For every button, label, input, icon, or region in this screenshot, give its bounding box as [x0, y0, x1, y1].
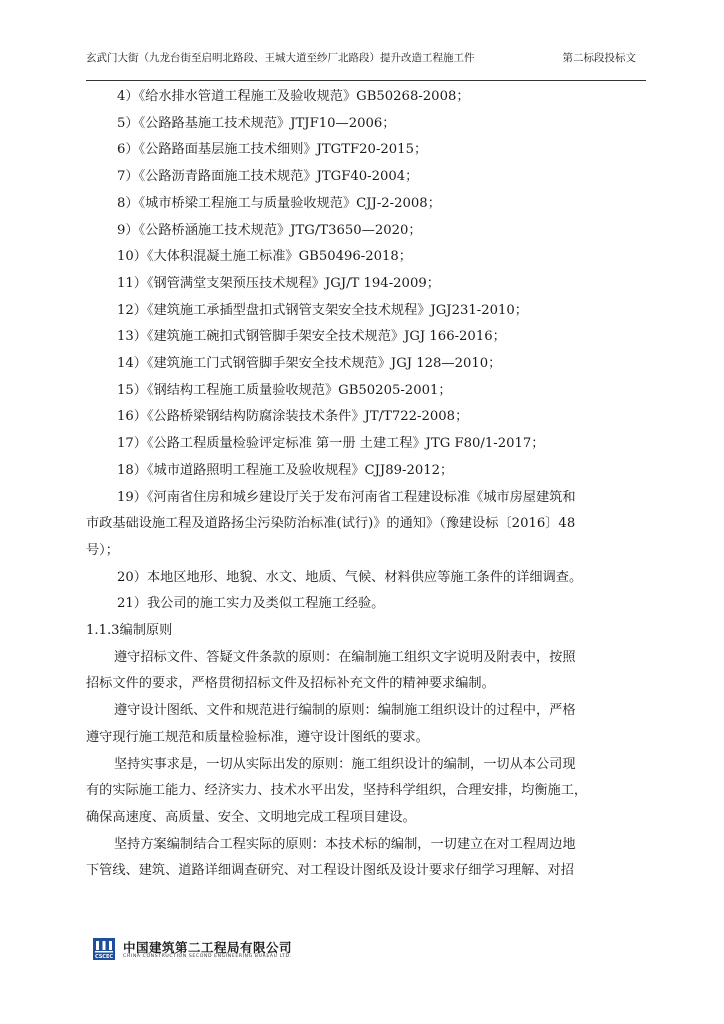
paragraph-line: 遵守招标文件、答疑文件条款的原则：在编制施工组织文字说明及附表中，按照: [114, 649, 576, 665]
company-name-en: CHINA CONSTRUCTION SECOND ENGINEERING BUREAU LTD.: [123, 954, 292, 959]
reference-item: 17）《公路工程质量检验评定标准 第一册 土建工程》JTG F80/1-2017；: [117, 436, 545, 452]
paragraph: [86, 752, 646, 832]
reference-item: 8）《城市桥梁工程施工与质量验收规范》CJJ-2-2008；: [117, 195, 441, 211]
paragraph-line: 遵守设计图纸、文件和规范进行编制的原则：编制施工组织设计的过程中，严格: [114, 703, 576, 719]
paragraph-line: 下管线、建筑、道路详细调查研究、对工程设计图纸及设计要求仔细学习理解、对招: [86, 863, 574, 879]
reference-item: 4）《给水排水管道工程施工及验收规范》GB50268-2008；: [117, 89, 470, 104]
reference-item: 5）《公路路基施工技术规范》JTJF10—2006；: [117, 115, 396, 131]
paragraph-line: 遵守现行施工规范和质量检验标准，遵守设计图纸的要求。: [86, 729, 429, 745]
reference-item: 7）《公路沥青路面施工技术规范》JTGF40-2004；: [117, 169, 419, 185]
reference-item: 9）《公路桥涵施工技术规范》JTG/T3650—2020；: [117, 222, 422, 238]
document-body: [86, 84, 646, 885]
reference-item-19-line2: 市政基础设施工程及道路扬尘污染防治标准(试行)》的通知》（豫建设标〔2016〕48: [86, 516, 576, 532]
reference-item-19-line1: 19）《河南省住房和城乡建设厅关于发布河南省工程建设标准《城市房屋建筑和: [117, 489, 576, 505]
cscec-logo-icon: [93, 938, 115, 960]
reference-item: 10）《大体积混凝土施工标准》GB50496-2018；: [117, 249, 412, 265]
paragraph-line: 招标文件的要求，严格贯彻招标文件及招标补充文件的精神要求编制。: [86, 676, 495, 692]
reference-item: 13）《建筑施工碗扣式钢管脚手架安全技术规范》JGJ 166-2016；: [117, 329, 506, 345]
reference-item: 16）《公路桥梁钢结构防腐涂装技术条件》JT/T722-2008；: [117, 409, 469, 425]
header-doc-type: 第二标段投标文: [562, 52, 636, 64]
reference-item: 11）《钢管满堂支架预压技术规程》JGJ/T 194-2009；: [117, 275, 440, 291]
paragraph-line: 坚持方案编制结合工程实际的原则：本技术标的编制，一切建立在对工程周边地: [114, 836, 576, 852]
paragraph: [86, 698, 646, 751]
page-header: [86, 52, 646, 81]
reference-item: 14）《建筑施工门式钢管脚手架安全技术规范》JGJ 128—2010；: [117, 356, 502, 372]
reference-item-20: 20）本地区地形、地貌、水文、地质、气候、材料供应等施工条件的详细调查。: [117, 569, 583, 585]
logo-text: CSCEC: [94, 954, 114, 960]
reference-item: 15）《钢结构工程施工质量验收规范》GB50205-2001；: [117, 382, 452, 398]
paragraph-line: 确保高速度、高质量、安全、文明地完成工程项目建设。: [86, 809, 416, 825]
paragraph: [86, 645, 646, 698]
section-heading: 1.1.3编制原则: [86, 623, 173, 639]
paragraph-line: 坚持实事求是，一切从实际出发的原则：施工组织设计的编制，一切从本公司现: [114, 756, 576, 772]
paragraph: [86, 832, 646, 885]
reference-item-21: 21）我公司的施工实力及类似工程施工经验。: [117, 596, 385, 612]
reference-item: 18）《城市道路照明工程施工及验收规程》CJJ89-2012；: [117, 462, 454, 478]
reference-item-19-line3: 号）；: [86, 542, 119, 558]
reference-item: 6）《公路路面基层施工技术细则》JTGTF20-2015；: [117, 142, 428, 158]
page-footer: [93, 936, 393, 966]
paragraph-line: 有的实际施工能力、经济实力、技术水平出发，坚持科学组织，合理安排，均衡施工，: [86, 783, 588, 799]
header-project-title: 玄武门大街（九龙台街至启明北路段、王城大道至纱厂北路段）提升改造工程施工件: [86, 52, 475, 64]
reference-item: 12）《建筑施工承插型盘扣式钢管支架安全技术规程》JGJ231-2010；: [117, 302, 528, 318]
company-name-cn: 中国建筑第二工程局有限公司: [123, 940, 293, 955]
